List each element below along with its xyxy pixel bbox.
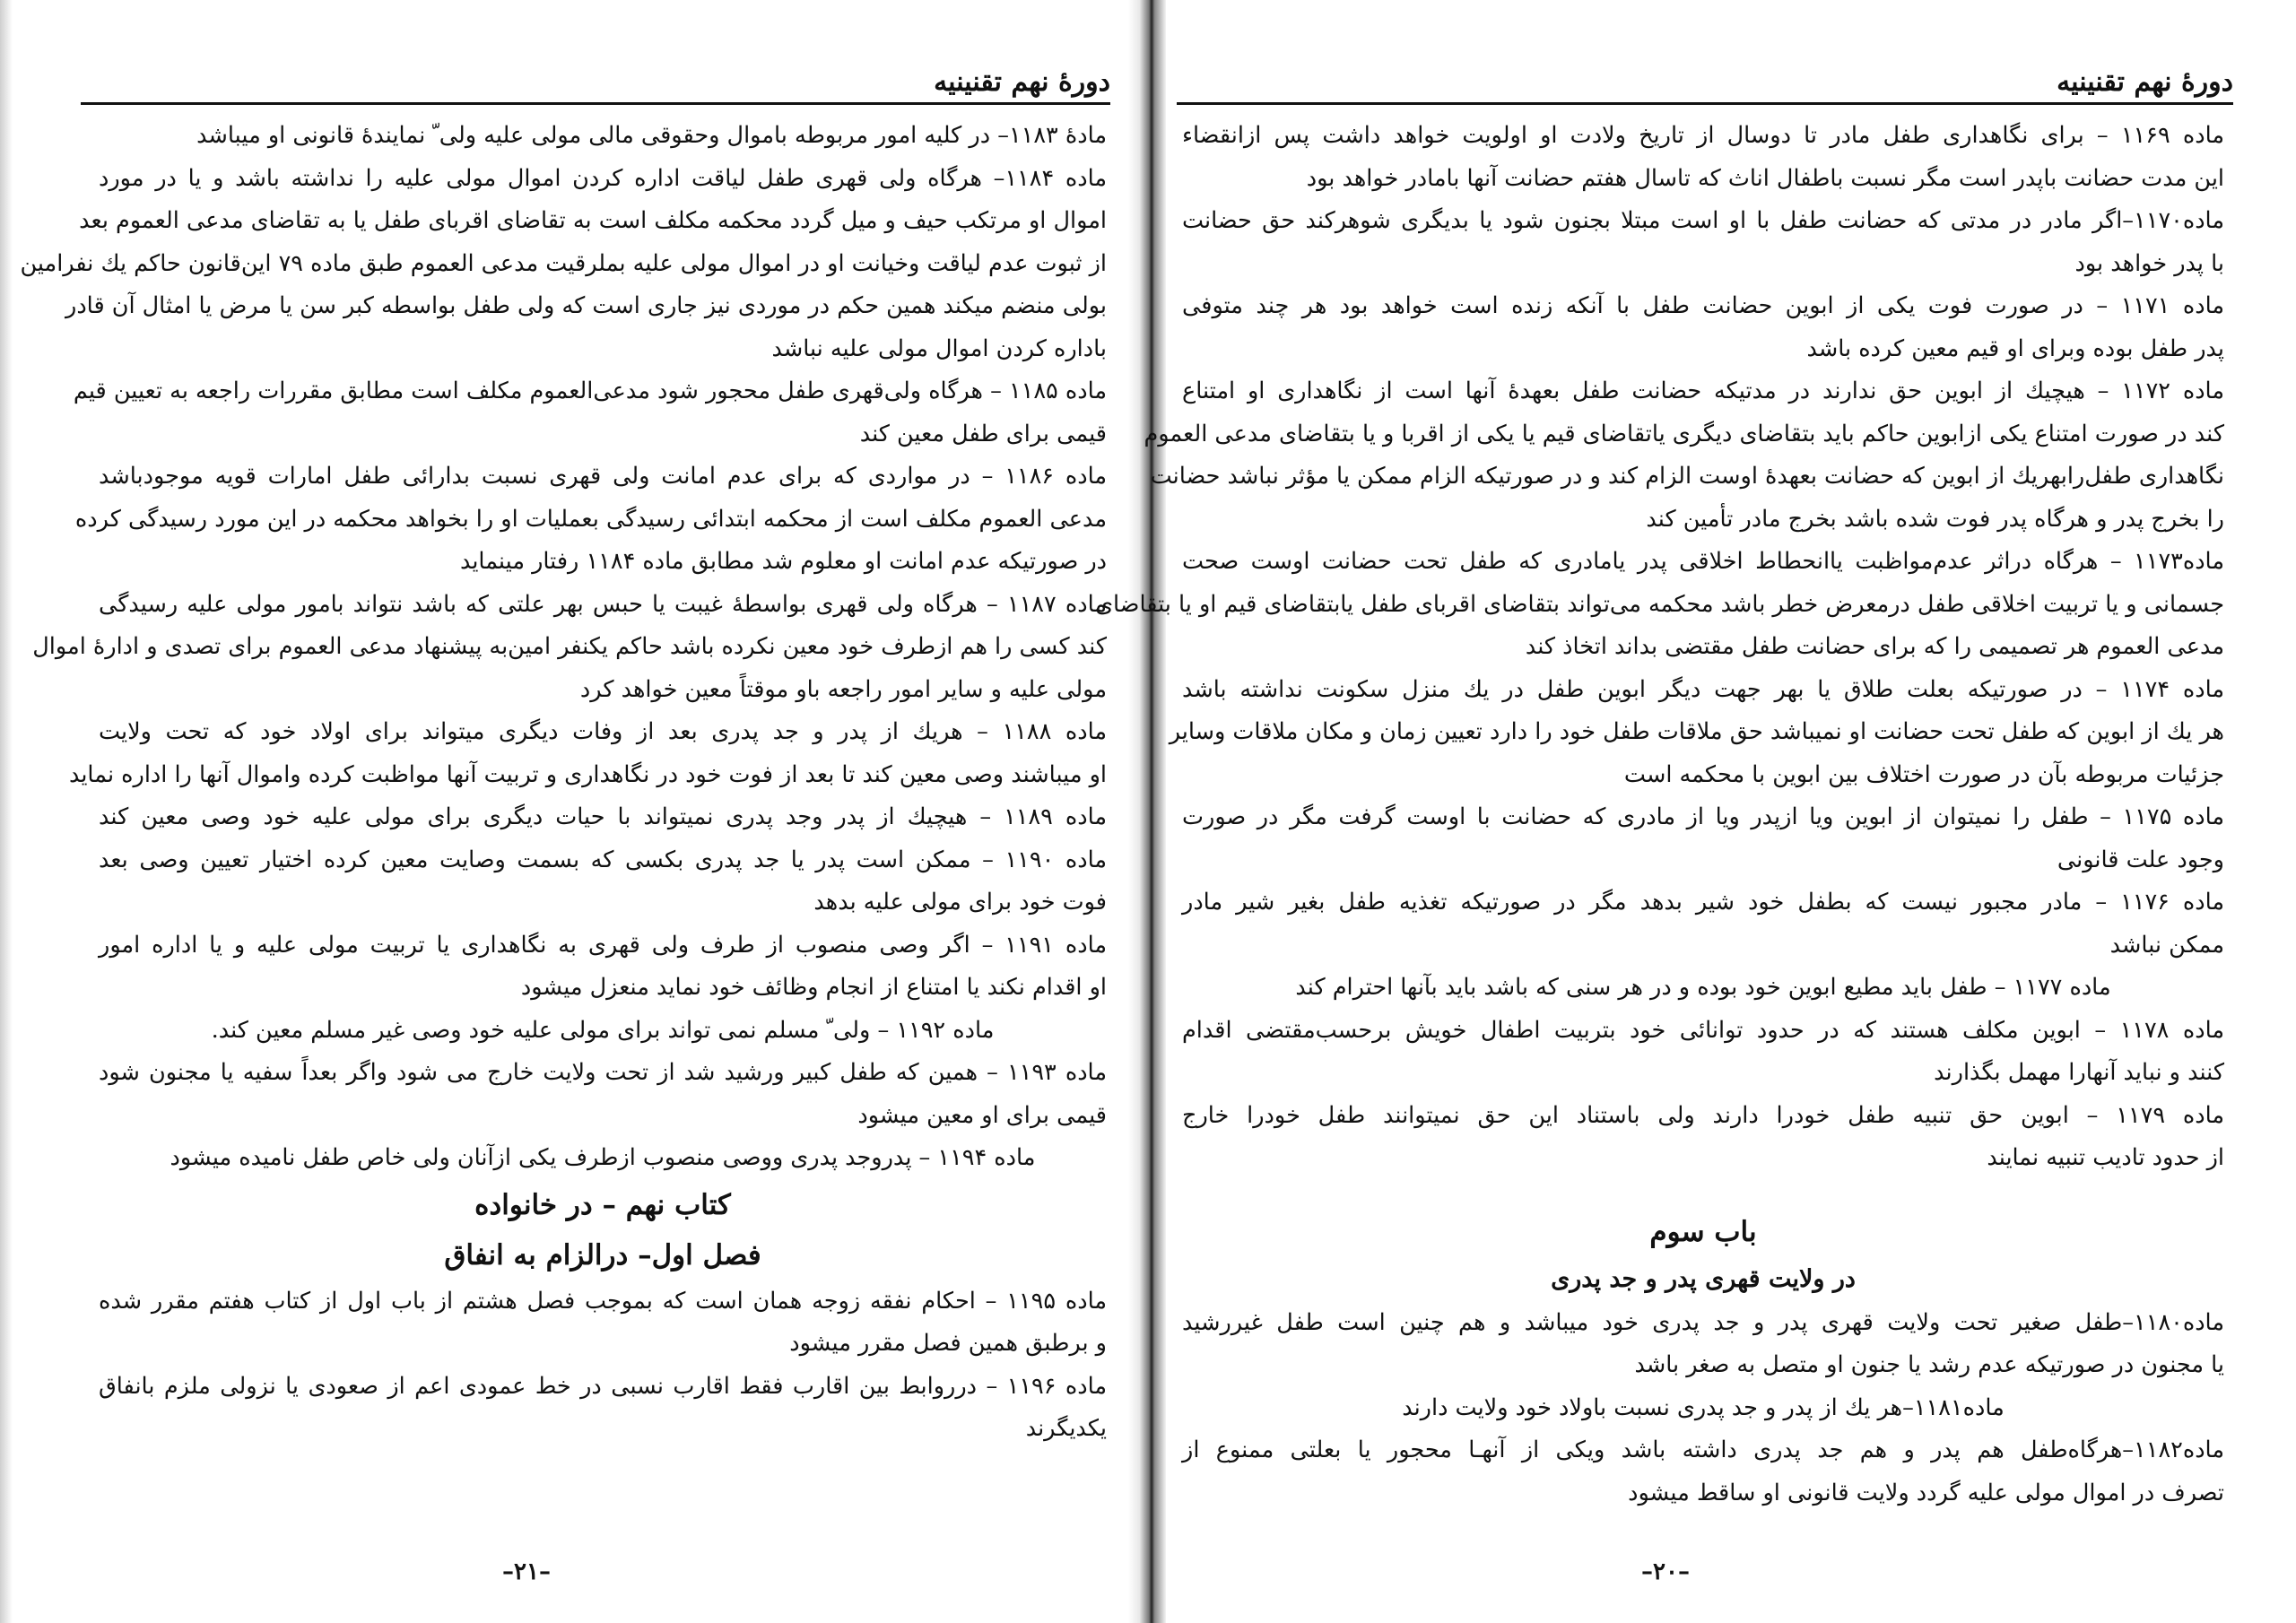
text-line: فوت خود برای مولی علیه بدهد xyxy=(813,889,1107,916)
text-line: از حدود تادیب تنبیه نمایند xyxy=(1987,1144,2224,1171)
book-spine xyxy=(1128,0,1166,1623)
left-body-text xyxy=(20,115,1108,1451)
text-line: ماده۱۱۷۳ – هرگاه دراثر عدم‌مواظبت یاانحطاط اخلاقی پدر یامادری که طفل تحت حضانت اوست صحت xyxy=(1182,548,2224,575)
text-line: ماده ۱۱۷۷ – طفل باید مطیع ابوین خود بوده و در هر سنی که باشد باید بآنها احترام کند xyxy=(1295,974,2111,1001)
text-line: و برطبق همین فصل مقرر میشود xyxy=(789,1330,1107,1357)
text-line: مادهٔ ۱۱۸۳– در کلیه امور مربوطه باموال وحقوقی مالی مولی علیه ولی ّ نمایندهٔ قانونی او میباشد xyxy=(196,122,1107,149)
section-spacer xyxy=(1182,1180,2224,1207)
text-line: جسمانی و یا تربیت اخلاقی طفل درمعرض خطر باشد محکمه می‌تواند بتقاضای اقربای طفل یابتقاضای قیم او یا بتقاضای xyxy=(1095,590,2224,618)
text-line: ماده ۱۱۷۵ – طفل را نمیتوان از ابوین ویا ازپدر ویا از مادری که حضانت با اوست گرفت مگر در صورت xyxy=(1182,803,2225,830)
text-line: از ثبوت عدم لیاقت وخیانت او در اموال مولی علیه بملرقیت مدعی العموم طبق ماده ۷۹ این‌قانون حاکم یك نفرامین xyxy=(20,249,1107,277)
right-body-text xyxy=(1095,115,2225,1515)
text-line: ماده ۱۱۷۸ – ابوین مکلف هستند که در حدود توانائی خود بتربیت اطفال خویش برحسب‌مقتضی اقدام xyxy=(1182,1016,2225,1044)
text-line: ماده ۱۱۹۴ – پدروجد پدری ووصی منصوب ازطرف یکی ازآنان ولی خاص طفل نامیده میشود xyxy=(170,1144,1036,1171)
text-line: نگاهداری طفل‌رابهریك از ابوین که حضانت بعهدهٔ اوست الزام کند و در صورتیکه الزام ممکن یا مؤثر نباشد حضانت xyxy=(1150,463,2224,490)
text-line: بولی منضم میکند همین حکم در موردی نیز جاری است که ولی طفل بواسطه کبر سن یا مرض یا امثال آن قادر xyxy=(65,292,1107,319)
right-page xyxy=(1095,0,2296,1623)
text-line: ماده ۱۱۸۹ – هیچیك از پدر وجد پدری نمیتواند با حیات دیگری برای مولی علیه خود وصی معین کند xyxy=(99,803,1107,830)
text-line: کند کسی را هم ازطرف خود معین نکرده باشد حاکم یکنفر امین‌به پیشنهاد مدعی العموم برای تصدی و ادارهٔ اموال xyxy=(32,633,1107,660)
section-heading: باب سوم xyxy=(1649,1215,1757,1248)
text-line: ماده ۱۱۶۹ – برای نگاهداری طفل مادر تا دوسال از تاریخ ولادت او اولویت خواهد داشت پس ازانقضاء xyxy=(1182,122,2224,149)
text-line: قیمی برای او معین میشود xyxy=(857,1101,1107,1129)
text-line: کنند و نباید آنهارا مهمل بگذارند xyxy=(1934,1059,2224,1086)
text-line: ممکن نباشد xyxy=(2109,931,2224,959)
text-line: هر یك از ابوین که طفل تحت حضانت او نمیباشد حق ملاقات طفل خود را دارد تعیین زمان و مکان ملاقات وسایر xyxy=(1169,718,2224,745)
text-line: ماده ۱۱۹۶ – درروابط بین اقارب فقط اقارب نسبی در خط عمودی اعم از صعودی یا نزولی ملزم بانفاق xyxy=(99,1372,1108,1400)
text-line: ماده ۱۱۸۷ – هرگاه ولی قهری بواسطهٔ غیبت یا حبس بهر علتی که باشد نتواند بامور مولی علیه رسیدگی xyxy=(99,590,1108,618)
right-running-header xyxy=(1177,63,2233,105)
text-line: در صورتیکه عدم امانت او معلوم شد مطابق ماده ۱۱۸۴ رفتار مینماید xyxy=(459,548,1107,575)
chapter-heading: فصل اول– درالزام به انفاق xyxy=(444,1238,761,1271)
text-line: ماده ۱۱۸۴– هرگاه ولی قهری طفل لیاقت اداره کردن اموال مولی علیه را نداشته باشد و یا در مورد xyxy=(99,164,1108,192)
right-page-number: –۲۰– xyxy=(1641,1558,1690,1585)
text-line: مولی علیه و سایر امور راجعه باو موقتاً معین خواهد کرد xyxy=(579,675,1107,703)
text-line: ماده ۱۱۹۵ – احکام نفقه زوجه همان است که بموجب فصل هشتم از باب اول از کتاب هفتم مقرر شده xyxy=(99,1287,1107,1315)
text-line: پدر طفل بوده وبرای او قیم معین کرده باشد xyxy=(1806,334,2224,362)
text-line: اموال او مرتکب حیف و میل گردد محکمه مکلف است به تقاضای اقربای طفل یا به تقاضای مدعی العموم بعد xyxy=(79,207,1107,234)
text-line: ماده ۱۱۹۳ – همین که طفل کبیر ورشید شد از تحت ولایت خارج می شود واگر بعداً سفیه یا مجنون شود xyxy=(99,1059,1107,1086)
text-line: ماده ۱۱۸۸ – هریك از پدر و جد پدری بعد از وفات دیگری میتواند برای اولاد خود که تحت ولایت xyxy=(99,718,1107,745)
text-line: ماده۱۱۸۲–هرگاه‌طفل هم پدر و هم جد پدری داشته باشد ویکی از آنهـا محجور یا بعلتی ممنوع از xyxy=(1182,1436,2224,1463)
text-line: ماده ۱۱۹۰ – ممکن است پدر یا جد پدری بکسی که بسمت وصایت معین کرده اختیار تعیین وصی بعد xyxy=(99,846,1107,873)
text-line: ماده ۱۱۷۹ – ابوین حق تنبیه طفل خودرا دارند ولی باستناد این حق نمیتوانند طفل خودرا خارج xyxy=(1182,1101,2225,1129)
text-line: مدعی العموم هر تصمیمی را که برای حضانت طفل مقتضی بداند اتخاذ کند xyxy=(1525,633,2224,660)
text-line: او میباشند وصی معین کند تا بعد از فوت خود در نگاهداری و تربیت آنها مواظبت کرده واموال آنها را اداره نماید xyxy=(68,760,1107,788)
text-line: ماده۱۱۸۱–هر یك از پدر و جد پدری نسبت باولاد خود ولایت دارند xyxy=(1402,1393,2005,1421)
right-header-title: دورهٔ نهم تقنینیه xyxy=(2057,66,2233,98)
text-line: این مدت حضانت باپدر است مگر نسبت باطفال اناث که تاسال هفتم حضانت آنها بامادر خواهد بود xyxy=(1306,164,2224,192)
book-heading: کتاب نهم – در خانواده xyxy=(474,1188,731,1221)
text-line: یکدیگرند xyxy=(1025,1415,1107,1442)
text-line: او اقدام نکند یا امتناع از انجام وظائف خود نماید منعزل میشود xyxy=(520,974,1107,1001)
page-edge-shadow xyxy=(0,0,13,1623)
left-header-title: دورهٔ نهم تقنینیه xyxy=(934,66,1110,98)
text-line: ماده۱۱۸۰–طفل صغیر تحت ولایت قهری پدر و جد پدری خود میباشد و هم چنین است طفل غیررشید xyxy=(1182,1308,2224,1336)
text-line: وجود علت قانونی xyxy=(2057,846,2224,873)
text-line: را بخرج پدر و هرگاه پدر فوت شده باشد بخرج مادر تأمین کند xyxy=(1646,505,2224,533)
text-line: مدعی العموم مکلف است از محکمه ابتدائی رسیدگی بعملیات او را بخواهد محکمه در این مورد رسیدگی کرده xyxy=(74,505,1107,533)
text-line: ماده ۱۱۹۱ – اگر وصی منصوب از طرف ولی قهری به نگاهداری یا تربیت مولی علیه و یا اداره امور xyxy=(99,931,1108,959)
text-line: ماده ۱۱۷۱ – در صورت فوت یکی از ابوین حضانت طفل با آنکه زنده است خواهد بود هر چند متوفی xyxy=(1182,292,2225,319)
section-subheading: در ولایت قهری پدر و جد پدری xyxy=(1551,1264,1856,1293)
text-line: ماده ۱۱۷۶ – مادر مجبور نیست که بطفل خود شیر بدهد مگر در صورتیکه تغذیه طفل بغیر شیر مادر xyxy=(1182,889,2224,916)
text-line: کند در صورت امتناع یکی ازابوین حاکم باید بتقاضای دیگری یاتقاضای قیم یا یکی از اقربا و یا بتقاضای مدعی العموم xyxy=(1144,420,2224,447)
text-line: تصرف در اموال مولی علیه گردد ولایت قانونی او ساقط میشود xyxy=(1628,1479,2224,1506)
text-line: با پدر خواهد بود xyxy=(2074,249,2224,277)
text-line: ماده ۱۱۹۲ – ولی ّ مسلم نمی تواند برای مولی علیه خود وصی غیر مسلم معین کند. xyxy=(211,1016,995,1044)
text-line: ماده ۱۱۷۲ – هیچیك از ابوین حق ندارند در مدتیکه حضانت طفل بعهدهٔ آنها است از نگاهداری او امتناع xyxy=(1182,378,2224,404)
left-running-header xyxy=(81,63,1110,105)
text-line: باداره کردن اموال مولی علیه نباشد xyxy=(771,334,1107,362)
left-page-number: –۲۱– xyxy=(502,1558,551,1585)
text-line: یا مجنون در صورتیکه عدم رشد یا جنون او متصل به صغر باشد xyxy=(1634,1351,2224,1378)
text-line: ماده ۱۱۸۵ – هرگاه ولی‌قهری طفل محجور شود مدعی‌العموم مکلف است مطابق مقررات راجعه به تعیین قیم xyxy=(73,378,1107,404)
text-line: جزئیات مربوطه بآن در صورت اختلاف بین ابوین با محکمه است xyxy=(1623,760,2224,788)
text-line: ماده۱۱۷۰–اگر مادر در مدتی که حضانت طفل با او است مبتلا بجنون شود یا بدیگری شوهرکند حق حضانت xyxy=(1182,207,2224,234)
text-line: ماده ۱۱۸۶ – در مواردی که برای عدم امانت ولی قهری نسبت بدارائی طفل امارات قویه موجود‌باشد xyxy=(99,463,1108,490)
left-page xyxy=(0,0,1128,1623)
text-line: ماده ۱۱۷۴ – در صورتیکه بعلت طلاق یا بهر جهت دیگر ابوین طفل در یك منزل سکونت نداشته باشد xyxy=(1182,675,2224,703)
text-line: قیمی برای طفل معین کند xyxy=(859,420,1107,447)
